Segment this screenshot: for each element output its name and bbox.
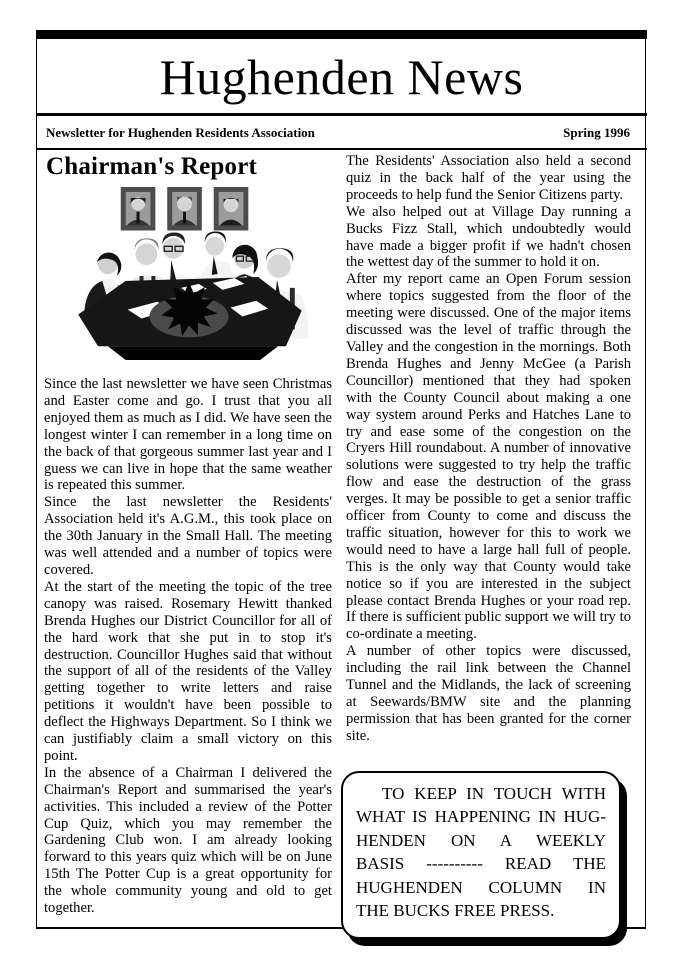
- paragraph: We also helped out at Village Day running a Bucks Fizz Stall, which undoubtedly would have made a bigger profit if we hadn't chosen the wettest day of the summer to hold it on.: [346, 203, 631, 271]
- notice-line: WHAT IS HAPPENING IN HUG-: [356, 807, 606, 827]
- title-underline-rule: [36, 113, 647, 116]
- newsletter-tagline: Newsletter for Hughenden Residents Association: [46, 125, 315, 140]
- paragraph: After my report came an Open Forum session where topics suggested from the floor of the meeting were discussed. One of the major items discussed was the level of traffic through the Valley and the congestion in the mornings. Both Brenda Hughes and Jenny McGee (a Parish Councillor) mentioned that they had spoken with the County Council about making a one way system around Perks and Hatches Lane to try and ease some of the congestion on the Cryers Hill roundabout. A number of innovative solutions were suggested to try help the traffic flow and ease the destruction of the grass verges. It may be possible to get a senior traffic officer from County to come and discuss the traffic situation, however for this to work we would need to have a large hall full of people. This is the only way that County would take notice so if you are interested in the subject please contact Brenda Hughes or your road rep. If there is sufficient public support we will try to co-ordinate a meeting.: [346, 271, 631, 643]
- paragraph: In the absence of a Chairman I delivered the Chairman's Report and summarised the year's activities. This included a review of the Potter Cup Quiz, which you may remember the Gardening Club won. I am already looking forward to this years quiz which will be on June 15th The Potter Cup is a great opportunity for the whole community young and old to get together.: [44, 764, 332, 917]
- chairmans-report-body: [44, 376, 332, 917]
- paragraph: The Residents' Association also held a second quiz in the back half of the year using the proceeds to help fund the Senior Citizens party.: [346, 153, 631, 203]
- newsletter-title: Hughenden News: [159, 49, 524, 105]
- bucks-free-press-notice-box: [341, 771, 621, 939]
- right-column: [346, 153, 631, 939]
- notice-line: HENDEN ON A WEEKLY: [356, 830, 606, 850]
- masthead-underline-rule: [36, 148, 647, 150]
- paragraph: A number of other topics were discussed, including the rail link between the Channel Tunnel and the Midlands, the lack of screening at Seewards/BMW site and the planning permission that has been granted for the corner site.: [346, 643, 631, 744]
- issue-date: Spring 1996: [563, 125, 630, 140]
- masthead-row: [46, 125, 630, 141]
- notice-line: THE BUCKS FREE PRESS.: [356, 901, 555, 921]
- article-heading: Chairman's Report: [46, 153, 258, 180]
- notice-line: TO KEEP IN TOUCH WITH: [382, 783, 606, 803]
- wall-portraits-icon: [121, 187, 249, 231]
- paragraph: At the start of the meeting the topic of the tree canopy was raised. Rosemary Hewitt thanked Brenda Hughes our District Councillor for all of the hard work that she put in to stop it's destruction. Councillor Hughes said that without the support of all of the residents of the Valley getting together to write letters and raise petitions it wouldn't have been possible to deflect the Highways Department. So I think we can justifiably claim a small victory on this point.: [44, 578, 332, 764]
- left-column: [44, 151, 332, 917]
- board-meeting-clipart: [63, 185, 313, 368]
- paragraph: Since the last newsletter the Residents' Association held it's A.G.M., this took place on the 30th January in the Small Hall. The meeting was well attended and a number of topics were covered.: [44, 494, 332, 578]
- report-continuation-body: [346, 153, 631, 745]
- notice-line: BASIS ---------- READ THE: [356, 854, 606, 874]
- notice-line: HUGHENDEN COLUMN IN: [356, 877, 606, 897]
- paragraph: Since the last newsletter we have seen Christmas and Easter come and go. I trust that you all enjoyed them as much as I did. We have seen the longest winter I can remember in a long time on the back of that gorgeous summer last year and I guess we can live in hope that the same weather is repeated this summer.: [44, 376, 332, 494]
